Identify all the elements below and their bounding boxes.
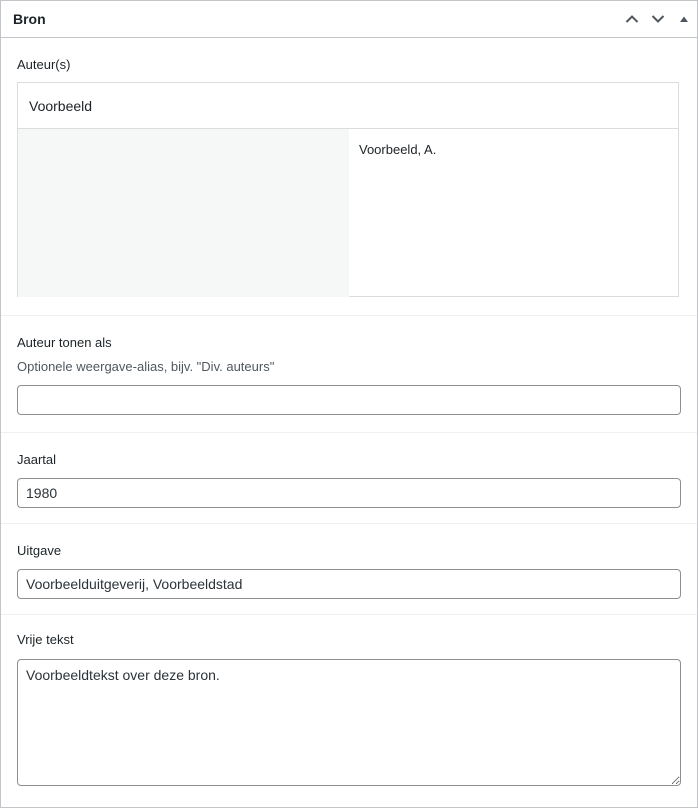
publisher-input[interactable]: [17, 569, 681, 599]
author-field: [1, 38, 697, 316]
author-choices-list[interactable]: [18, 129, 349, 297]
publisher-field: [1, 524, 697, 615]
free-text-label: Vrije tekst: [17, 632, 74, 647]
metabox-controls: [619, 1, 697, 37]
triangle-up-icon[interactable]: [671, 1, 697, 37]
author-columns: [18, 129, 678, 297]
author-label: Auteur(s): [17, 57, 71, 72]
metabox-header: [1, 1, 697, 38]
year-input[interactable]: [17, 478, 681, 508]
author-selected-item[interactable]: Voorbeeld, A.: [359, 142, 437, 157]
alias-label: Auteur tonen als: [17, 335, 112, 350]
year-label: Jaartal: [17, 452, 57, 467]
chevron-up-icon[interactable]: [619, 1, 645, 37]
year-field: [1, 433, 697, 524]
alias-description: Optionele weergave-alias, bijv. "Div. auteurs": [17, 359, 275, 374]
free-text-textarea[interactable]: [17, 659, 681, 786]
author-search-input[interactable]: Voorbeeld: [18, 83, 678, 129]
free-text-field: [1, 615, 697, 807]
alias-field: [1, 316, 697, 433]
metabox-title: Bron: [13, 11, 46, 27]
alias-input[interactable]: [17, 385, 681, 415]
chevron-down-icon[interactable]: [645, 1, 671, 37]
author-relationship-box: [17, 82, 679, 297]
author-selected-list: [349, 129, 678, 297]
publisher-label: Uitgave: [17, 543, 62, 558]
